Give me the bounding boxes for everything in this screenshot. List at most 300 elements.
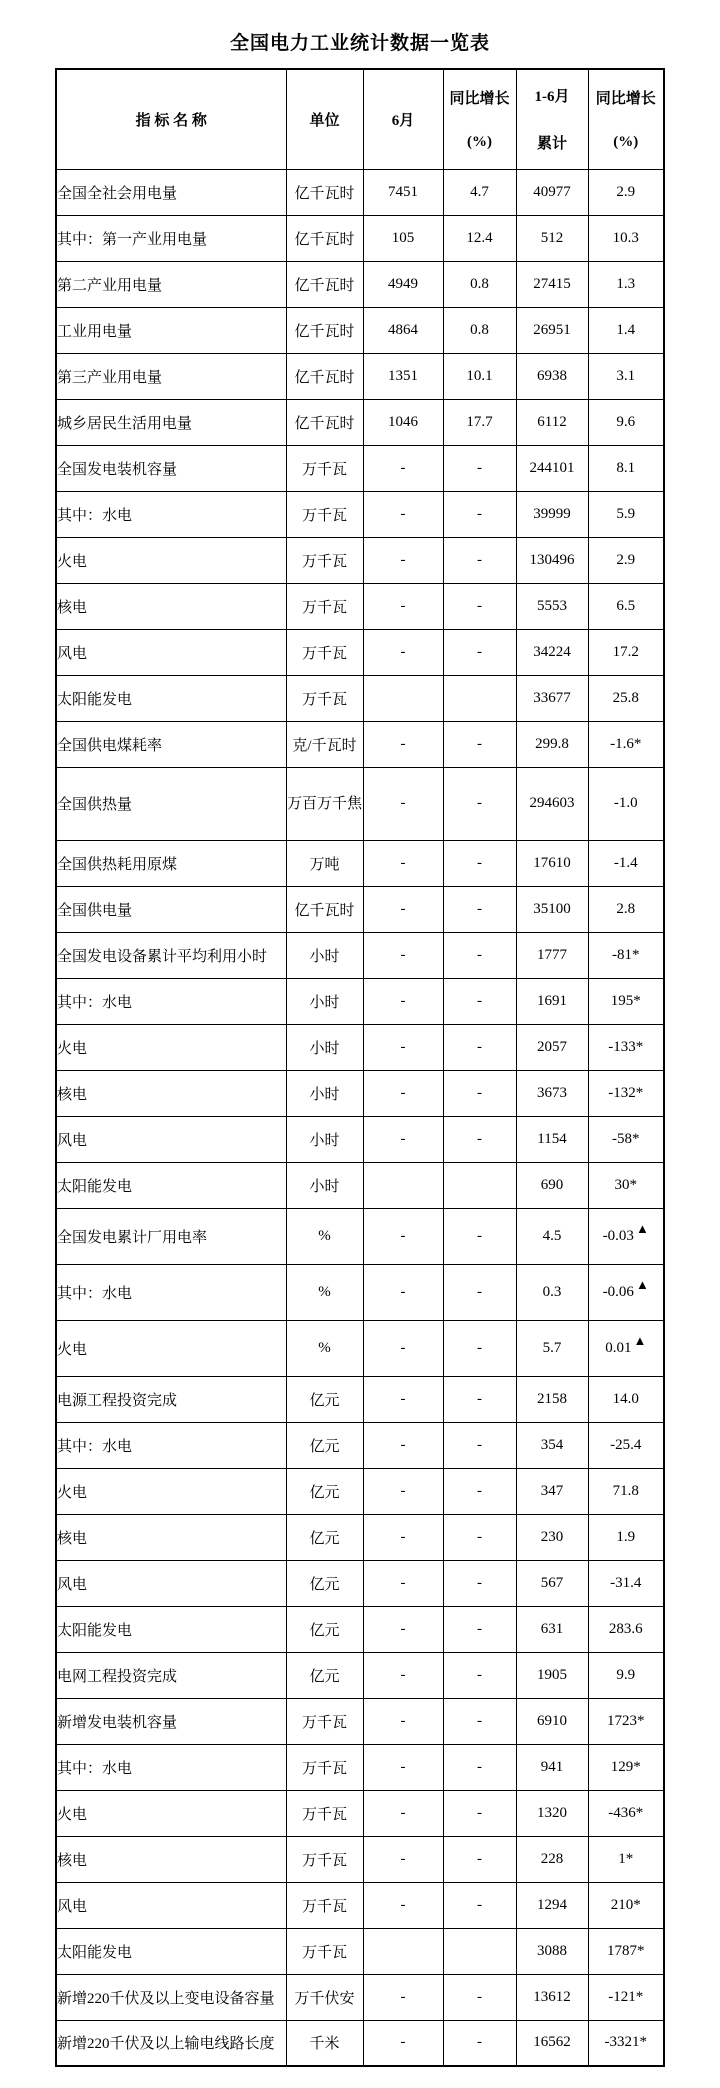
june-yoy-cell: -	[443, 932, 516, 978]
table-row	[56, 1974, 664, 2020]
unit-cell: 亿千瓦时	[286, 886, 363, 932]
cumulative-value-cell: 230	[516, 1514, 588, 1560]
june-yoy-cell: -	[443, 1024, 516, 1070]
june-value-cell: -	[363, 2020, 443, 2066]
unit-cell: 万千瓦	[286, 583, 363, 629]
cumulative-value-cell: 17610	[516, 840, 588, 886]
june-value-cell: -	[363, 1790, 443, 1836]
june-value-cell: -	[363, 1208, 443, 1264]
table-row	[56, 767, 664, 840]
june-value-cell: 105	[363, 215, 443, 261]
header-indicator	[56, 69, 286, 169]
june-value-cell: -	[363, 1024, 443, 1070]
june-yoy-cell: -	[443, 1698, 516, 1744]
unit-cell: 亿千瓦时	[286, 399, 363, 445]
unit-cell: 小时	[286, 1162, 363, 1208]
cumulative-yoy-cell: 14.0	[588, 1376, 664, 1422]
cumulative-yoy-cell: -436*	[588, 1790, 664, 1836]
cumulative-yoy-cell: 1.4	[588, 307, 664, 353]
table-row	[56, 1698, 664, 1744]
indicator-cell: 新增发电装机容量	[56, 1698, 286, 1744]
table-row	[56, 932, 664, 978]
cumulative-value-cell: 16562	[516, 2020, 588, 2066]
unit-cell: 万千瓦	[286, 537, 363, 583]
cumulative-value-cell: 299.8	[516, 721, 588, 767]
june-yoy-cell: -	[443, 1422, 516, 1468]
june-value-cell: -	[363, 932, 443, 978]
table-row	[56, 1606, 664, 1652]
indicator-cell: 太阳能发电	[56, 675, 286, 721]
unit-cell: 万千伏安	[286, 1974, 363, 2020]
june-value-cell: -	[363, 1376, 443, 1422]
indicator-cell: 太阳能发电	[56, 1928, 286, 1974]
cumulative-yoy-cell: 10.3	[588, 215, 664, 261]
indicator-cell: 其中：水电	[56, 491, 286, 537]
cumulative-value-cell: 40977	[516, 169, 588, 215]
unit-cell: 亿元	[286, 1606, 363, 1652]
unit-cell: 亿元	[286, 1514, 363, 1560]
triangle-marker-icon: ▲	[635, 1220, 649, 1236]
unit-cell: %	[286, 1208, 363, 1264]
cumulative-yoy-cell: -133*	[588, 1024, 664, 1070]
june-value-cell: -	[363, 840, 443, 886]
header-june-label: 6月	[391, 112, 415, 129]
cumulative-yoy-cell: 30*	[588, 1162, 664, 1208]
indicator-cell: 工业用电量	[56, 307, 286, 353]
unit-cell: 万百万千焦	[286, 767, 363, 840]
indicator-cell: 其中：水电	[56, 1744, 286, 1790]
cumulative-yoy-cell: 1*	[588, 1836, 664, 1882]
table-row	[56, 1928, 664, 1974]
header-indicator-label: 指 标 名 称	[135, 112, 207, 129]
cumulative-value-cell: 567	[516, 1560, 588, 1606]
june-yoy-cell: -	[443, 1836, 516, 1882]
cumulative-value-cell: 294603	[516, 767, 588, 840]
unit-cell: 小时	[286, 932, 363, 978]
cumulative-yoy-cell: 3.1	[588, 353, 664, 399]
june-yoy-cell: -	[443, 1974, 516, 2020]
cumulative-yoy-cell: 129*	[588, 1744, 664, 1790]
cumulative-value-cell: 1691	[516, 978, 588, 1024]
header-yoy-cumulative-line1: 同比增长	[595, 91, 656, 108]
june-yoy-cell: -	[443, 1320, 516, 1376]
june-yoy-cell: -	[443, 1208, 516, 1264]
june-yoy-cell: -	[443, 1468, 516, 1514]
june-value-cell: 1351	[363, 353, 443, 399]
indicator-cell: 全国发电装机容量	[56, 445, 286, 491]
header-cumulative	[516, 69, 588, 169]
table-row	[56, 1560, 664, 1606]
power-stats-table	[55, 68, 665, 2067]
table-row	[56, 978, 664, 1024]
indicator-cell: 太阳能发电	[56, 1162, 286, 1208]
june-value-cell: -	[363, 1422, 443, 1468]
june-yoy-cell: -	[443, 1376, 516, 1422]
table-row	[56, 1882, 664, 1928]
unit-cell: 亿元	[286, 1560, 363, 1606]
table-row	[56, 1070, 664, 1116]
indicator-cell: 风电	[56, 629, 286, 675]
cumulative-value-cell: 228	[516, 1836, 588, 1882]
indicator-cell: 全国供热耗用原煤	[56, 840, 286, 886]
indicator-cell: 风电	[56, 1560, 286, 1606]
june-yoy-cell: -	[443, 1882, 516, 1928]
indicator-cell: 火电	[56, 1024, 286, 1070]
indicator-cell: 其中：水电	[56, 1264, 286, 1320]
cumulative-value-cell: 6112	[516, 399, 588, 445]
june-yoy-cell: 17.7	[443, 399, 516, 445]
indicator-cell: 全国供热量	[56, 767, 286, 840]
cumulative-value-cell: 2057	[516, 1024, 588, 1070]
cumulative-yoy-cell: -1.6*	[588, 721, 664, 767]
june-value-cell: -	[363, 1070, 443, 1116]
table-row	[56, 840, 664, 886]
june-value-cell: -	[363, 445, 443, 491]
indicator-cell: 火电	[56, 537, 286, 583]
cumulative-yoy-cell: -0.03 ▲	[588, 1208, 664, 1264]
table-row	[56, 1744, 664, 1790]
indicator-cell: 全国全社会用电量	[56, 169, 286, 215]
header-yoy-june-line2: (%)	[467, 134, 492, 151]
table-row	[56, 261, 664, 307]
cumulative-yoy-cell: -81*	[588, 932, 664, 978]
unit-cell: 万千瓦	[286, 1882, 363, 1928]
indicator-cell: 核电	[56, 583, 286, 629]
indicator-cell: 火电	[56, 1790, 286, 1836]
cumulative-yoy-cell: 0.01 ▲	[588, 1320, 664, 1376]
indicator-cell: 火电	[56, 1468, 286, 1514]
june-value-cell: -	[363, 1468, 443, 1514]
cumulative-value-cell: 39999	[516, 491, 588, 537]
june-yoy-cell: 10.1	[443, 353, 516, 399]
table-row	[56, 1208, 664, 1264]
cumulative-yoy-cell: -3321*	[588, 2020, 664, 2066]
june-value-cell: -	[363, 1116, 443, 1162]
cumulative-yoy-cell: 1723*	[588, 1698, 664, 1744]
cumulative-value-cell: 3088	[516, 1928, 588, 1974]
triangle-marker-icon: ▲	[633, 1332, 647, 1348]
june-yoy-cell: -	[443, 767, 516, 840]
june-value-cell	[363, 1928, 443, 1974]
june-yoy-cell: -	[443, 840, 516, 886]
table-row	[56, 1790, 664, 1836]
header-yoy-june-line1: 同比增长	[449, 91, 510, 108]
june-yoy-cell: -	[443, 1652, 516, 1698]
cumulative-value-cell: 631	[516, 1606, 588, 1652]
cumulative-value-cell: 941	[516, 1744, 588, 1790]
indicator-cell: 核电	[56, 1836, 286, 1882]
cumulative-value-cell: 3673	[516, 1070, 588, 1116]
june-yoy-cell	[443, 1162, 516, 1208]
table-row	[56, 1376, 664, 1422]
indicator-cell: 全国供电煤耗率	[56, 721, 286, 767]
june-yoy-cell: 0.8	[443, 307, 516, 353]
cumulative-value-cell: 244101	[516, 445, 588, 491]
cumulative-yoy-cell: 2.8	[588, 886, 664, 932]
june-value-cell: -	[363, 537, 443, 583]
cumulative-value-cell: 347	[516, 1468, 588, 1514]
indicator-cell: 核电	[56, 1070, 286, 1116]
cumulative-yoy-cell: 9.6	[588, 399, 664, 445]
june-yoy-cell: -	[443, 1560, 516, 1606]
june-value-cell: -	[363, 1974, 443, 2020]
unit-cell: 万千瓦	[286, 1836, 363, 1882]
cumulative-value-cell: 1777	[516, 932, 588, 978]
june-value-cell: -	[363, 491, 443, 537]
june-value-cell: -	[363, 1264, 443, 1320]
cumulative-yoy-cell: 1787*	[588, 1928, 664, 1974]
cumulative-yoy-cell: 1.3	[588, 261, 664, 307]
table-header	[56, 69, 664, 169]
june-yoy-cell: 12.4	[443, 215, 516, 261]
indicator-cell: 新增220千伏及以上输电线路长度	[56, 2020, 286, 2066]
june-yoy-cell	[443, 675, 516, 721]
unit-cell: 万千瓦	[286, 1744, 363, 1790]
june-yoy-cell: -	[443, 445, 516, 491]
cumulative-value-cell: 27415	[516, 261, 588, 307]
june-value-cell: -	[363, 1744, 443, 1790]
june-yoy-cell	[443, 1928, 516, 1974]
indicator-cell: 风电	[56, 1882, 286, 1928]
cumulative-value-cell: 4.5	[516, 1208, 588, 1264]
cumulative-yoy-cell: 283.6	[588, 1606, 664, 1652]
june-yoy-cell: -	[443, 629, 516, 675]
june-value-cell: -	[363, 978, 443, 1024]
header-yoy-june	[443, 69, 516, 169]
table-row	[56, 1320, 664, 1376]
cumulative-yoy-cell: -25.4	[588, 1422, 664, 1468]
unit-cell: 万千瓦	[286, 675, 363, 721]
cumulative-yoy-cell: -0.06 ▲	[588, 1264, 664, 1320]
cumulative-yoy-cell: 25.8	[588, 675, 664, 721]
indicator-cell: 其中：水电	[56, 978, 286, 1024]
indicator-cell: 电网工程投资完成	[56, 1652, 286, 1698]
table-row	[56, 2020, 664, 2066]
indicator-cell: 核电	[56, 1514, 286, 1560]
unit-cell: 亿千瓦时	[286, 353, 363, 399]
june-value-cell	[363, 1162, 443, 1208]
table-row	[56, 1116, 664, 1162]
table-row	[56, 445, 664, 491]
cumulative-yoy-cell: 195*	[588, 978, 664, 1024]
indicator-cell: 其中：水电	[56, 1422, 286, 1468]
header-unit-label: 单位	[309, 112, 340, 129]
cumulative-value-cell: 34224	[516, 629, 588, 675]
june-value-cell: 1046	[363, 399, 443, 445]
table-row	[56, 399, 664, 445]
june-yoy-cell: 0.8	[443, 261, 516, 307]
table-row	[56, 537, 664, 583]
table-row	[56, 169, 664, 215]
june-value-cell: 4949	[363, 261, 443, 307]
unit-cell: 万千瓦	[286, 1928, 363, 1974]
table-row	[56, 215, 664, 261]
cumulative-value-cell: 1320	[516, 1790, 588, 1836]
unit-cell: 亿元	[286, 1422, 363, 1468]
cumulative-yoy-cell: 9.9	[588, 1652, 664, 1698]
june-yoy-cell: -	[443, 721, 516, 767]
unit-cell: 万千瓦	[286, 445, 363, 491]
june-value-cell: -	[363, 721, 443, 767]
indicator-cell: 火电	[56, 1320, 286, 1376]
header-cumulative-line2: 累计	[536, 136, 567, 153]
june-yoy-cell: -	[443, 1790, 516, 1836]
june-value-cell: -	[363, 583, 443, 629]
unit-cell: 万吨	[286, 840, 363, 886]
indicator-cell: 风电	[56, 1116, 286, 1162]
cumulative-value-cell: 6938	[516, 353, 588, 399]
cumulative-value-cell: 33677	[516, 675, 588, 721]
cumulative-yoy-cell: 2.9	[588, 169, 664, 215]
unit-cell: 亿千瓦时	[286, 261, 363, 307]
table-row	[56, 1514, 664, 1560]
cumulative-value-cell: 6910	[516, 1698, 588, 1744]
table-body	[56, 169, 664, 2066]
cumulative-value-cell: 5.7	[516, 1320, 588, 1376]
unit-cell: 小时	[286, 1070, 363, 1116]
indicator-cell: 城乡居民生活用电量	[56, 399, 286, 445]
june-yoy-cell: -	[443, 2020, 516, 2066]
unit-cell: 亿千瓦时	[286, 215, 363, 261]
cumulative-value-cell: 1905	[516, 1652, 588, 1698]
header-yoy-cumulative-line2: (%)	[613, 134, 639, 151]
indicator-cell: 新增220千伏及以上变电设备容量	[56, 1974, 286, 2020]
unit-cell: 亿元	[286, 1376, 363, 1422]
unit-cell: 万千瓦	[286, 629, 363, 675]
table-row	[56, 1468, 664, 1514]
indicator-cell: 电源工程投资完成	[56, 1376, 286, 1422]
indicator-cell: 第二产业用电量	[56, 261, 286, 307]
june-value-cell: -	[363, 1606, 443, 1652]
table-row	[56, 721, 664, 767]
unit-cell: 亿元	[286, 1468, 363, 1514]
unit-cell: %	[286, 1320, 363, 1376]
unit-cell: 万千瓦	[286, 491, 363, 537]
june-value-cell: -	[363, 1836, 443, 1882]
unit-cell: 万千瓦	[286, 1698, 363, 1744]
cumulative-yoy-cell: -121*	[588, 1974, 664, 2020]
june-value-cell: -	[363, 1698, 443, 1744]
table-row	[56, 1836, 664, 1882]
unit-cell: 小时	[286, 1116, 363, 1162]
unit-cell: 小时	[286, 1024, 363, 1070]
cumulative-value-cell: 5553	[516, 583, 588, 629]
cumulative-yoy-cell: -132*	[588, 1070, 664, 1116]
june-value-cell: -	[363, 1560, 443, 1606]
june-value-cell: -	[363, 1514, 443, 1560]
cumulative-value-cell: 130496	[516, 537, 588, 583]
table-row	[56, 307, 664, 353]
june-yoy-cell: -	[443, 1606, 516, 1652]
cumulative-yoy-cell: -31.4	[588, 1560, 664, 1606]
cumulative-yoy-cell: 1.9	[588, 1514, 664, 1560]
table-row	[56, 1652, 664, 1698]
june-yoy-cell: -	[443, 1070, 516, 1116]
june-yoy-cell: -	[443, 1514, 516, 1560]
cumulative-yoy-cell: 6.5	[588, 583, 664, 629]
unit-cell: 万千瓦	[286, 1790, 363, 1836]
cumulative-value-cell: 354	[516, 1422, 588, 1468]
cumulative-value-cell: 26951	[516, 307, 588, 353]
cumulative-yoy-cell: -1.4	[588, 840, 664, 886]
cumulative-yoy-cell: 17.2	[588, 629, 664, 675]
june-yoy-cell: -	[443, 537, 516, 583]
cumulative-yoy-cell: -1.0	[588, 767, 664, 840]
june-value-cell: 7451	[363, 169, 443, 215]
cumulative-value-cell: 1154	[516, 1116, 588, 1162]
june-value-cell: -	[363, 1652, 443, 1698]
page-title: 全国电力工业统计数据一览表	[229, 33, 490, 54]
cumulative-value-cell: 2158	[516, 1376, 588, 1422]
june-yoy-cell: -	[443, 1744, 516, 1790]
unit-cell: 克/千瓦时	[286, 721, 363, 767]
cumulative-yoy-cell: 2.9	[588, 537, 664, 583]
table-row	[56, 583, 664, 629]
june-yoy-cell: -	[443, 491, 516, 537]
table-row	[56, 1264, 664, 1320]
cumulative-value-cell: 690	[516, 1162, 588, 1208]
june-yoy-cell: -	[443, 886, 516, 932]
unit-cell: 亿元	[286, 1652, 363, 1698]
june-value-cell	[363, 675, 443, 721]
indicator-cell: 其中：第一产业用电量	[56, 215, 286, 261]
june-value-cell: -	[363, 886, 443, 932]
cumulative-yoy-cell: -58*	[588, 1116, 664, 1162]
indicator-cell: 全国发电设备累计平均利用小时	[56, 932, 286, 978]
unit-cell: 千米	[286, 2020, 363, 2066]
cumulative-value-cell: 13612	[516, 1974, 588, 2020]
cumulative-value-cell: 0.3	[516, 1264, 588, 1320]
unit-cell: 亿千瓦时	[286, 307, 363, 353]
table-row	[56, 1024, 664, 1070]
cumulative-value-cell: 1294	[516, 1882, 588, 1928]
cumulative-yoy-cell: 210*	[588, 1882, 664, 1928]
unit-cell: 亿千瓦时	[286, 169, 363, 215]
table-row	[56, 629, 664, 675]
header-unit	[286, 69, 363, 169]
cumulative-yoy-cell: 71.8	[588, 1468, 664, 1514]
header-cumulative-line1: 1-6月	[534, 89, 570, 106]
header-row	[56, 69, 664, 169]
june-value-cell: 4864	[363, 307, 443, 353]
unit-cell: %	[286, 1264, 363, 1320]
indicator-cell: 全国发电累计厂用电率	[56, 1208, 286, 1264]
june-yoy-cell: -	[443, 1264, 516, 1320]
cumulative-yoy-cell: 5.9	[588, 491, 664, 537]
table-row	[56, 353, 664, 399]
june-value-cell: -	[363, 1882, 443, 1928]
table-row	[56, 886, 664, 932]
table-row	[56, 1422, 664, 1468]
triangle-marker-icon: ▲	[635, 1276, 649, 1292]
header-yoy-cumulative	[588, 69, 664, 169]
cumulative-value-cell: 512	[516, 215, 588, 261]
unit-cell: 小时	[286, 978, 363, 1024]
cumulative-value-cell: 35100	[516, 886, 588, 932]
june-value-cell: -	[363, 629, 443, 675]
june-value-cell: -	[363, 1320, 443, 1376]
table-row	[56, 491, 664, 537]
cumulative-yoy-cell: 8.1	[588, 445, 664, 491]
table-row	[56, 1162, 664, 1208]
indicator-cell: 第三产业用电量	[56, 353, 286, 399]
indicator-cell: 全国供电量	[56, 886, 286, 932]
header-june	[363, 69, 443, 169]
june-yoy-cell: -	[443, 1116, 516, 1162]
june-yoy-cell: -	[443, 583, 516, 629]
indicator-cell: 太阳能发电	[56, 1606, 286, 1652]
table-row	[56, 675, 664, 721]
